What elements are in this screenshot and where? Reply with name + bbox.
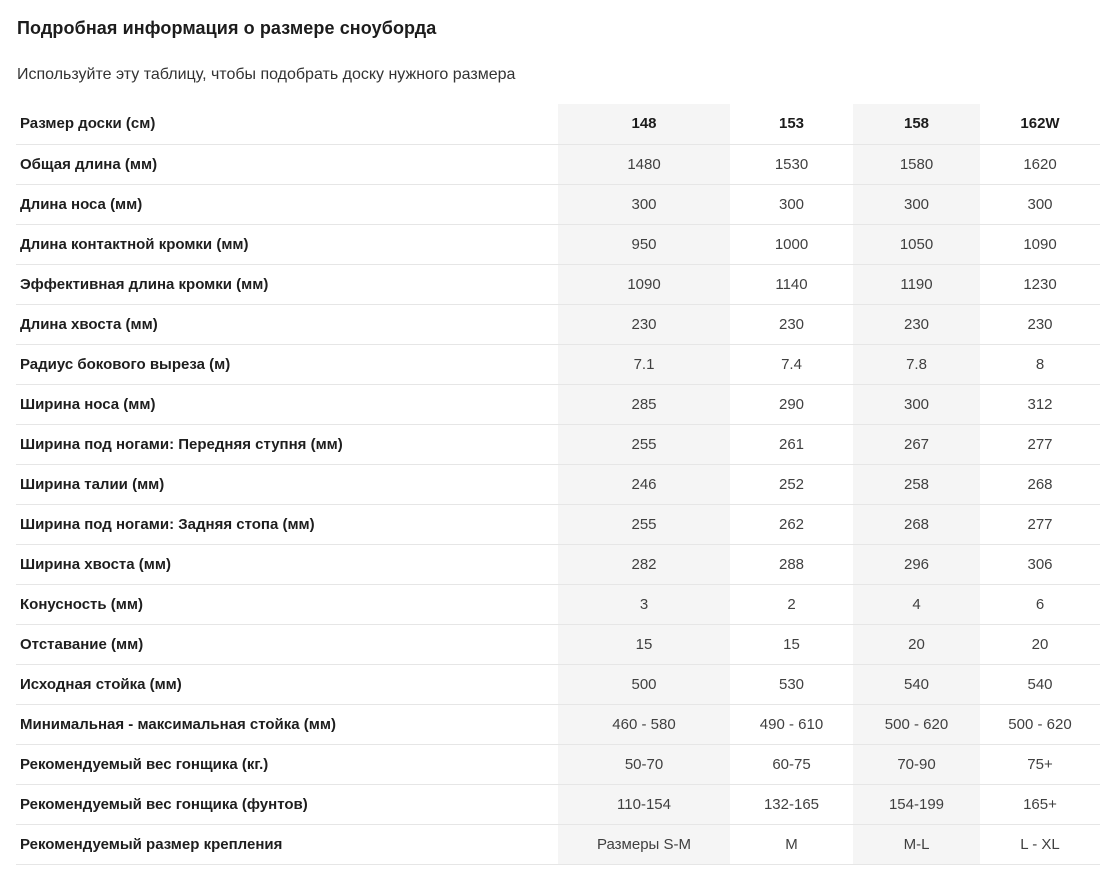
- page-subtitle: Используйте эту таблицу, чтобы подобрать доску нужного размера: [17, 66, 516, 83]
- row-label: Длина носа (мм): [20, 195, 143, 213]
- snowboard-size-page: [0, 18, 1100, 890]
- cell-value: 460 - 580: [558, 704, 730, 744]
- cell-value: 252: [778, 475, 805, 493]
- page-title: Подробная информация о размере сноуборда: [17, 18, 437, 38]
- table-row: [16, 584, 1100, 624]
- table-row: [16, 304, 1100, 344]
- cell-value: 500 - 620: [1008, 715, 1072, 733]
- cell-value: 20: [853, 624, 980, 664]
- column-header-162W: 162W: [1020, 115, 1060, 133]
- cell-value: 540: [1027, 675, 1053, 693]
- cell-value: 15: [783, 635, 800, 653]
- cell-value: 7.8: [853, 344, 980, 384]
- cell-value: 1050: [853, 224, 980, 264]
- cell-value: 255: [558, 424, 730, 464]
- cell-value: 154-199: [853, 784, 980, 824]
- cell-value: Размеры S-M: [558, 824, 730, 864]
- cell-value: 8: [1035, 355, 1045, 373]
- header-row-label: Размер доски (см): [20, 115, 156, 133]
- cell-value: 15: [558, 624, 730, 664]
- cell-value: 300: [778, 195, 805, 213]
- row-label: Радиус бокового выреза (м): [20, 355, 231, 373]
- cell-value: 1230: [1023, 275, 1057, 293]
- cell-value: 268: [1027, 475, 1053, 493]
- table-row: [16, 424, 1100, 464]
- cell-value: 7.4: [781, 355, 802, 373]
- table-row: [16, 544, 1100, 584]
- row-label: Длина хвоста (мм): [20, 315, 158, 333]
- cell-value: 300: [1027, 195, 1053, 213]
- cell-value: 246: [558, 464, 730, 504]
- cell-value: 296: [853, 544, 980, 584]
- cell-value: 255: [558, 504, 730, 544]
- cell-value: M: [785, 835, 798, 853]
- row-label: Ширина носа (мм): [20, 395, 156, 413]
- cell-value: 282: [558, 544, 730, 584]
- cell-value: 4: [853, 584, 980, 624]
- cell-value: 300: [853, 184, 980, 224]
- row-label: Конусность (мм): [20, 595, 143, 613]
- cell-value: 70-90: [853, 744, 980, 784]
- table-row: [16, 144, 1100, 184]
- cell-value: 1530: [774, 155, 809, 173]
- row-label: Минимальная - максимальная стойка (мм): [20, 715, 336, 733]
- cell-value: 312: [1027, 395, 1053, 413]
- snowboard-size-table: [16, 104, 1100, 865]
- cell-value: 230: [853, 304, 980, 344]
- cell-value: 1000: [774, 235, 809, 253]
- row-label: Рекомендуемый вес гонщика (кг.): [20, 755, 269, 773]
- cell-value: 290: [778, 395, 805, 413]
- cell-value: 60-75: [772, 755, 811, 773]
- row-label: Длина контактной кромки (мм): [20, 235, 249, 253]
- cell-value: 7.1: [558, 344, 730, 384]
- table-row: [16, 464, 1100, 504]
- row-label: Исходная стойка (мм): [20, 675, 182, 693]
- cell-value: 500 - 620: [853, 704, 980, 744]
- cell-value: 2: [787, 595, 796, 613]
- cell-value: 300: [853, 384, 980, 424]
- cell-value: 6: [1035, 595, 1045, 613]
- cell-value: 230: [778, 315, 805, 333]
- cell-value: 500: [558, 664, 730, 704]
- cell-value: 262: [778, 515, 805, 533]
- cell-value: 1090: [1023, 235, 1057, 253]
- cell-value: 1140: [775, 275, 808, 293]
- row-label: Рекомендуемый размер крепления: [20, 835, 283, 853]
- table-row: [16, 264, 1100, 304]
- cell-value: 530: [778, 675, 805, 693]
- table-header-row: [16, 104, 1100, 144]
- cell-value: 50-70: [558, 744, 730, 784]
- cell-value: 306: [1027, 555, 1053, 573]
- table-row: [16, 744, 1100, 784]
- cell-value: 1480: [558, 144, 730, 184]
- table-row: [16, 344, 1100, 384]
- cell-value: L - XL: [1020, 835, 1060, 853]
- row-label: Ширина под ногами: Передняя ступня (мм): [20, 435, 343, 453]
- table-row: [16, 224, 1100, 264]
- table-row: [16, 624, 1100, 664]
- cell-value: 540: [853, 664, 980, 704]
- cell-value: 110-154: [558, 784, 730, 824]
- cell-value: 230: [558, 304, 730, 344]
- cell-value: 268: [853, 504, 980, 544]
- column-header-153: 153: [778, 115, 805, 133]
- cell-value: 165+: [1023, 795, 1057, 813]
- table-row: [16, 184, 1100, 224]
- cell-value: 261: [778, 435, 805, 453]
- cell-value: 230: [1027, 315, 1053, 333]
- row-label: Ширина талии (мм): [20, 475, 165, 493]
- cell-value: 75+: [1027, 755, 1053, 773]
- row-label: Ширина под ногами: Задняя стопа (мм): [20, 515, 315, 533]
- row-label: Эффективная длина кромки (мм): [20, 275, 269, 293]
- cell-value: 1620: [1023, 155, 1057, 173]
- cell-value: 20: [1031, 635, 1049, 653]
- cell-value: 288: [778, 555, 805, 573]
- cell-value: 490 - 610: [759, 715, 824, 733]
- table-row: [16, 784, 1100, 824]
- column-header-148: 148: [558, 104, 730, 144]
- table-row: [16, 824, 1100, 864]
- cell-value: 277: [1027, 515, 1053, 533]
- cell-value: M-L: [853, 824, 980, 864]
- cell-value: 950: [558, 224, 730, 264]
- cell-value: 285: [558, 384, 730, 424]
- cell-value: 132-165: [763, 795, 820, 813]
- row-label: Ширина хвоста (мм): [20, 555, 171, 573]
- cell-value: 300: [558, 184, 730, 224]
- table-row: [16, 664, 1100, 704]
- cell-value: 277: [1027, 435, 1053, 453]
- cell-value: 3: [558, 584, 730, 624]
- column-header-158: 158: [853, 104, 980, 144]
- table-row: [16, 704, 1100, 744]
- cell-value: 267: [853, 424, 980, 464]
- cell-value: 1580: [853, 144, 980, 184]
- cell-value: 258: [853, 464, 980, 504]
- row-label: Отставание (мм): [20, 635, 144, 653]
- cell-value: 1190: [853, 264, 980, 304]
- cell-value: 1090: [558, 264, 730, 304]
- table-row: [16, 504, 1100, 544]
- row-label: Общая длина (мм): [20, 155, 158, 173]
- row-label: Рекомендуемый вес гонщика (фунтов): [20, 795, 308, 813]
- table-row: [16, 384, 1100, 424]
